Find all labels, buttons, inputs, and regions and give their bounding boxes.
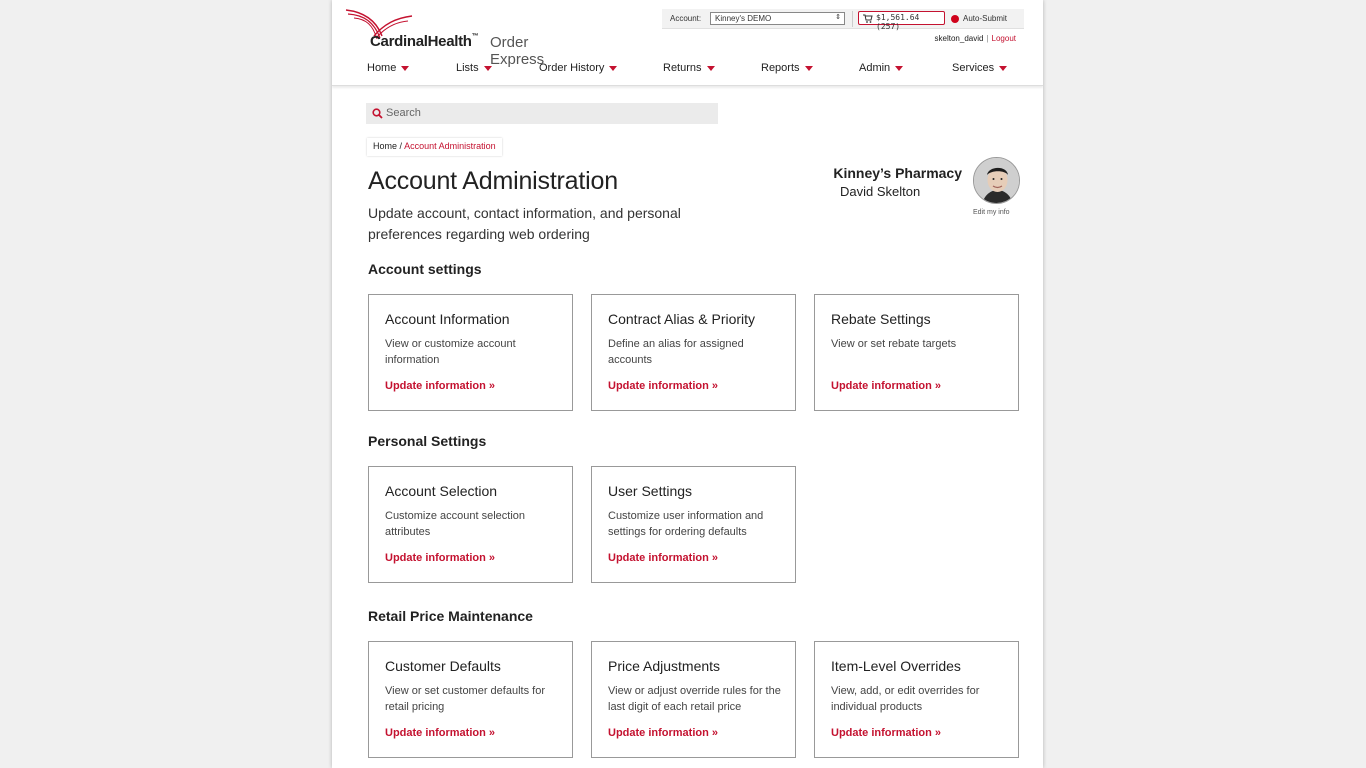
nav-order-history-label: Order History xyxy=(539,62,605,74)
card-description: View or set rebate targets xyxy=(831,338,957,350)
auto-submit-label[interactable]: Auto-Submit xyxy=(963,14,1008,23)
card-user-settings xyxy=(591,466,796,583)
section-account-settings-title: Account settings xyxy=(368,261,482,277)
nav-lists[interactable] xyxy=(456,62,492,74)
update-information-link[interactable]: Update information » xyxy=(831,380,942,392)
account-bar xyxy=(662,9,1024,29)
update-information-link[interactable]: Update information » xyxy=(608,552,719,564)
account-label: Account: xyxy=(670,14,702,23)
main-nav xyxy=(332,56,1043,86)
update-information-link[interactable]: Update information » xyxy=(608,727,719,739)
profile-user-name: David Skelton xyxy=(840,184,921,199)
auto-submit-status-icon xyxy=(951,15,959,23)
account-select-value: Kinney's DEMO xyxy=(715,14,772,23)
cart-button[interactable] xyxy=(858,11,945,31)
product-name: Order Express xyxy=(490,34,545,68)
card-title: User Settings xyxy=(608,483,693,499)
select-arrows-icon: ⇕ xyxy=(835,14,841,21)
cart-icon xyxy=(863,14,873,23)
card-title: Customer Defaults xyxy=(385,658,501,674)
card-title: Rebate Settings xyxy=(831,311,931,327)
section-personal-settings-title: Personal Settings xyxy=(368,433,487,449)
logout-link[interactable]: Logout xyxy=(991,34,1016,43)
page-container xyxy=(332,0,1043,768)
section-retail-price-maintenance-title: Retail Price Maintenance xyxy=(368,608,533,624)
card-description: View, add, or edit overrides for individual products xyxy=(831,685,980,713)
card-title: Contract Alias & Priority xyxy=(608,311,756,327)
nav-home-label: Home xyxy=(367,62,397,74)
pharmacy-name: Kinney’s Pharmacy xyxy=(833,165,962,181)
search-input[interactable] xyxy=(366,103,718,124)
user-separator: | xyxy=(986,34,989,43)
breadcrumb xyxy=(367,138,502,156)
nav-services[interactable] xyxy=(952,62,1007,74)
nav-home[interactable] xyxy=(367,62,409,74)
nav-returns[interactable] xyxy=(663,62,715,74)
chevron-down-icon xyxy=(895,66,903,71)
brand-tm: ™ xyxy=(471,33,479,40)
card-contract-alias-priority xyxy=(591,294,796,411)
card-title: Item-Level Overrides xyxy=(831,658,961,674)
update-information-link[interactable]: Update information » xyxy=(385,727,496,739)
card-description: Define an alias for assigned accounts xyxy=(608,338,744,366)
nav-order-history[interactable] xyxy=(539,62,617,74)
update-information-link[interactable]: Update information » xyxy=(608,380,719,392)
card-rebate-settings xyxy=(814,294,1019,411)
nav-reports[interactable] xyxy=(761,62,813,74)
user-photo-icon xyxy=(974,158,1020,204)
breadcrumb-home[interactable]: Home xyxy=(373,141,398,151)
breadcrumb-separator: / xyxy=(399,141,403,151)
divider xyxy=(852,11,853,27)
card-description: View or customize account information xyxy=(385,338,516,366)
card-account-selection xyxy=(368,466,573,583)
card-price-adjustments xyxy=(591,641,796,758)
card-title: Account Information xyxy=(385,311,510,327)
update-information-link[interactable]: Update information » xyxy=(385,552,496,564)
page-description: Update account, contact information, and personal preferences regarding web ordering xyxy=(368,205,681,242)
chevron-down-icon xyxy=(805,66,813,71)
card-title: Price Adjustments xyxy=(608,658,721,674)
update-information-link[interactable]: Update information » xyxy=(385,380,496,392)
avatar[interactable] xyxy=(973,157,1020,204)
card-customer-defaults xyxy=(368,641,573,758)
card-description: View or adjust override rules for the last digit of each retail price xyxy=(608,685,781,713)
brand-name: CardinalHealth xyxy=(370,33,472,50)
update-information-link[interactable]: Update information » xyxy=(831,727,942,739)
cart-total: $1,561.64 (257) xyxy=(876,13,920,31)
search-placeholder: Search xyxy=(386,107,421,119)
chevron-down-icon xyxy=(999,66,1007,71)
nav-admin[interactable] xyxy=(859,62,903,74)
chevron-down-icon xyxy=(609,66,617,71)
nav-reports-label: Reports xyxy=(761,62,800,74)
breadcrumb-current: Account Administration xyxy=(404,141,496,151)
card-title: Account Selection xyxy=(385,483,498,499)
account-select[interactable] xyxy=(710,12,845,25)
search-icon xyxy=(372,108,383,119)
card-description: Customize account selection attributes xyxy=(385,510,526,538)
nav-returns-label: Returns xyxy=(663,62,702,74)
chevron-down-icon xyxy=(707,66,715,71)
nav-services-label: Services xyxy=(952,62,995,74)
chevron-down-icon xyxy=(401,66,409,71)
card-description: View or set customer defaults for retail pricing xyxy=(385,685,545,713)
edit-my-info-link[interactable]: Edit my info xyxy=(973,209,1010,216)
user-line xyxy=(935,34,1016,43)
nav-lists-label: Lists xyxy=(456,62,479,74)
card-description: Customize user information and settings for ordering defaults xyxy=(608,510,764,538)
chevron-down-icon xyxy=(484,66,492,71)
username: skelton_david xyxy=(934,34,984,43)
page-title: Account Administration xyxy=(368,167,618,195)
card-account-information xyxy=(368,294,573,411)
card-item-level-overrides xyxy=(814,641,1019,758)
nav-admin-label: Admin xyxy=(859,62,891,74)
